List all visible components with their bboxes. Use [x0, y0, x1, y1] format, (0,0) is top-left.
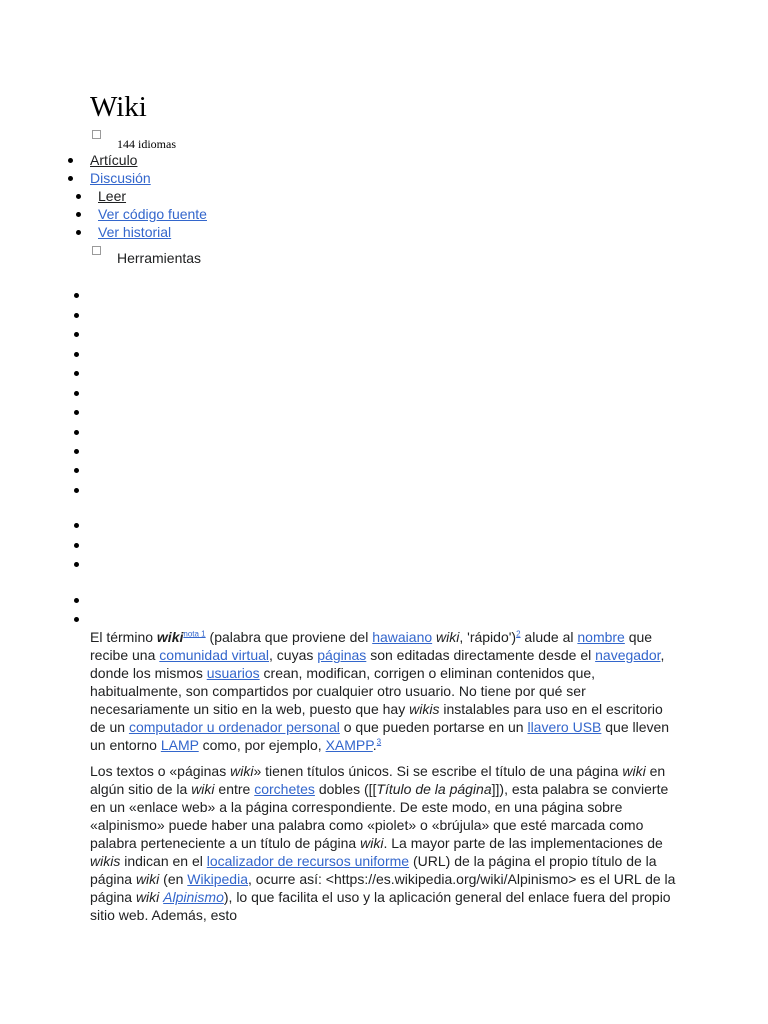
page-title: Wiki [90, 91, 147, 123]
link-paginas[interactable]: páginas [317, 647, 367, 663]
tools-toggle-checkbox[interactable] [92, 246, 101, 255]
empty-list-bullet [74, 562, 79, 567]
link-usuarios[interactable]: usuarios [206, 665, 260, 681]
note-1-link[interactable]: nota 1 [183, 629, 206, 639]
p2-text: ]]), esta palabra se convierte en un «enlace web» a la página correspondiente. De este modo, en una página sobre «alpinismo» puede haber una palabra como «piolet» o «brújula» que esté marcada como palabra perteneciente a un título de página [90, 781, 669, 851]
p1-text: como, por ejemplo, [198, 737, 326, 753]
bullet-icon [76, 230, 81, 235]
p1-text: El término [90, 629, 157, 645]
p2-text: (en [159, 871, 188, 887]
italic-titulo-pagina: Título de la página [376, 781, 492, 797]
link-lamp[interactable]: LAMP [160, 737, 199, 753]
p2-text: dobles ([[ [314, 781, 377, 797]
empty-list-bullet [74, 332, 79, 337]
link-navegador[interactable]: navegador [595, 647, 661, 663]
empty-list-bullet [74, 391, 79, 396]
p1-text: son editadas directamente desde el [366, 647, 596, 663]
bullet-icon [68, 176, 73, 181]
tab-ver-historial[interactable]: Ver historial [98, 224, 172, 240]
tab-ver-codigo-fuente[interactable]: Ver código fuente [98, 206, 207, 222]
article-paragraph-2 [90, 762, 680, 924]
link-alpinismo[interactable]: Alpinismo [163, 889, 224, 905]
tab-articulo[interactable]: Artículo [90, 152, 138, 168]
empty-list-bullet [74, 352, 79, 357]
link-hawaiano[interactable]: hawaiano [372, 629, 433, 645]
link-llavero-usb[interactable]: llavero USB [527, 719, 602, 735]
p2-text: indican en el [120, 853, 207, 869]
p2-text: (URL) de la página el propio título de la página [90, 853, 657, 887]
ref-3-link[interactable]: 3 [376, 737, 382, 747]
bullet-icon [68, 158, 73, 163]
empty-list-bullet [74, 410, 79, 415]
empty-list-bullet [74, 313, 79, 318]
empty-list-bullet [74, 468, 79, 473]
tab-leer[interactable]: Leer [98, 188, 127, 204]
italic-wiki: wiki [360, 835, 384, 851]
p1-text: (palabra que proviene del [205, 629, 373, 645]
p2-text: entre [214, 781, 255, 797]
italic-wiki: wiki [436, 629, 460, 645]
p1-text: . [372, 737, 377, 753]
italic-wikis: wikis [90, 853, 121, 869]
link-comunidad-virtual[interactable]: comunidad virtual [159, 647, 270, 663]
ref-2-link[interactable]: 2 [516, 629, 521, 639]
languages-toggle-checkbox[interactable] [92, 130, 101, 139]
p1-text: que lleven un entorno [90, 719, 670, 753]
bullet-icon [76, 212, 81, 217]
link-nombre[interactable]: nombre [577, 629, 625, 645]
p1-text: , 'rápido') [459, 629, 517, 645]
italic-wiki: wiki [230, 763, 254, 779]
p2-text: . La mayor parte de las implementaciones de [383, 835, 663, 851]
p1-text: instalables para uso en el escritorio de un [90, 701, 663, 735]
empty-list-bullet [74, 543, 79, 548]
p2-text: » tienen títulos únicos. Si se escribe el título de una página [253, 763, 623, 779]
p2-text: Los textos o «páginas [90, 763, 231, 779]
empty-list-bullet [74, 617, 79, 622]
p1-text: alude al [520, 629, 578, 645]
link-localizador-recursos-uniforme[interactable]: localizador de recursos uniforme [206, 853, 410, 869]
tools-label[interactable]: Herramientas [117, 250, 202, 266]
empty-list-bullet [74, 449, 79, 454]
empty-list-bullet [74, 598, 79, 603]
link-corchetes[interactable]: corchetes [254, 781, 315, 797]
link-wikipedia[interactable]: Wikipedia [187, 871, 248, 887]
p1-text: crean, modifican, corrigen o eliminan contenidos que, habitualmente, son compartidos por cualquier otro usuario. No tiene por qué ser necesariamente un sitio en la web, puesto que hay [90, 665, 596, 717]
empty-list-bullet [74, 371, 79, 376]
p1-text: o que pueden portarse en un [339, 719, 528, 735]
p2-text: en algún sitio de la [90, 763, 666, 797]
italic-wiki: wiki [135, 871, 160, 887]
p2-text: ), lo que facilita el uso y la aplicación general del enlace fuera del propio sitio web. Además, esto [90, 889, 671, 923]
term-wiki: wiki [156, 629, 184, 645]
italic-wikis: wikis [409, 701, 440, 717]
empty-list-bullet [74, 523, 79, 528]
link-computador[interactable]: computador u ordenador personal [128, 719, 340, 735]
empty-list-bullet [74, 293, 79, 298]
languages-label[interactable]: 144 idiomas [117, 137, 176, 151]
article-paragraph-1 [90, 628, 680, 754]
empty-list-bullet [74, 488, 79, 493]
empty-list-bullet [74, 430, 79, 435]
bullet-icon [76, 194, 81, 199]
p2-text: , ocurre así: <https://es.wikipedia.org/wiki/Alpinismo> es el URL de la página [90, 871, 676, 905]
link-xampp[interactable]: XAMPP [325, 737, 373, 753]
tab-discusion[interactable]: Discusión [90, 170, 151, 186]
italic-wiki: wiki [191, 781, 215, 797]
p1-text: , donde los mismos [90, 647, 665, 681]
italic-wiki: wiki [135, 889, 160, 905]
p1-text: , cuyas [269, 647, 318, 663]
italic-wiki: wiki [622, 763, 646, 779]
p1-text: que recibe una [90, 629, 653, 663]
